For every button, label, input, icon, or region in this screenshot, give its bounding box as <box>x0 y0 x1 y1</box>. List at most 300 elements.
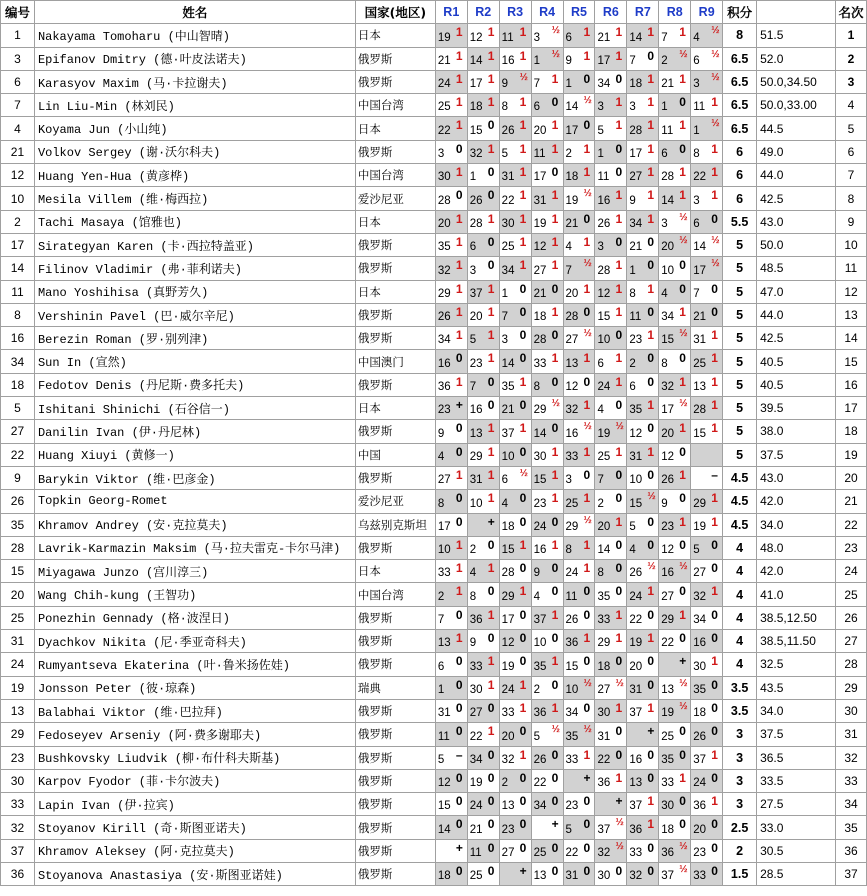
opponent-number: 7 <box>501 311 509 324</box>
opponent-number: 12 <box>565 381 579 394</box>
round-result-cell <box>691 862 723 885</box>
round-result-cell <box>563 420 595 443</box>
player-points: 6.5 <box>723 94 757 117</box>
game-result: 0 <box>551 770 559 785</box>
round-result-cell <box>467 513 499 536</box>
round-result-cell <box>691 513 723 536</box>
game-result: 0 <box>455 677 463 692</box>
opponent-number: 1 <box>501 287 509 300</box>
opponent-number: 26 <box>469 194 483 207</box>
opponent-number: 7 <box>533 78 540 91</box>
player-rank: 3 <box>835 70 866 93</box>
round-result-cell <box>499 350 531 373</box>
round-result-cell <box>627 70 659 93</box>
opponent-number: 15 <box>533 474 547 487</box>
game-result: 0 <box>519 491 527 506</box>
round-result-cell <box>595 746 627 769</box>
game-result: 1 <box>647 71 655 86</box>
opponent-number: 1 <box>533 54 540 67</box>
table-row <box>1 746 867 769</box>
game-result: 0 <box>615 398 623 413</box>
game-result: 1 <box>487 141 495 156</box>
game-result: 1 <box>647 817 655 832</box>
game-result: 1 <box>519 258 527 273</box>
player-points: 5 <box>723 420 757 443</box>
round-result-cell <box>467 24 499 47</box>
game-result: 1 <box>583 25 591 40</box>
player-tiebreak: 44.0 <box>757 303 836 326</box>
round-result-cell <box>627 164 659 187</box>
round-result-cell <box>531 210 563 233</box>
table-row <box>1 466 867 489</box>
round-result-cell <box>499 70 531 93</box>
round-result-cell <box>531 536 563 559</box>
opponent-number: 32 <box>693 590 706 603</box>
game-result: 0 <box>583 467 591 482</box>
round-result-cell <box>691 187 723 210</box>
round-result-cell <box>595 630 627 653</box>
opponent-number: 3 <box>693 78 700 91</box>
opponent-number: 3 <box>501 334 509 347</box>
round-result-cell <box>467 210 499 233</box>
round-result-cell <box>563 746 595 769</box>
round-result-cell <box>595 583 627 606</box>
round-result-cell <box>691 94 723 117</box>
game-result: 0 <box>551 747 559 762</box>
player-tiebreak: 36.5 <box>757 746 836 769</box>
opponent-number: 3 <box>661 217 668 230</box>
player-name: Karpov Fyodor (菲·卡尔波夫) <box>34 769 355 792</box>
opponent-number: 1 <box>629 264 636 277</box>
opponent-number: 15 <box>565 660 579 673</box>
table-row <box>1 630 867 653</box>
round-result-cell <box>499 839 531 862</box>
player-tiebreak: 50.0,33.00 <box>757 94 836 117</box>
opponent-number: 26 <box>501 124 515 137</box>
opponent-number: 31 <box>693 334 706 347</box>
game-result: 0 <box>711 304 718 319</box>
opponent-number: 19 <box>597 427 611 440</box>
game-result: ½ <box>615 817 624 829</box>
round-result-cell <box>435 70 467 93</box>
game-result: 0 <box>679 817 686 832</box>
player-rank: 6 <box>835 140 866 163</box>
table-row <box>1 187 867 210</box>
player-federation: 俄罗斯 <box>355 606 435 629</box>
opponent-number: 22 <box>693 171 706 184</box>
player-tiebreak: 37.5 <box>757 723 836 746</box>
opponent-number: 19 <box>629 637 643 650</box>
round-result-cell <box>627 350 659 373</box>
opponent-number: 2 <box>597 497 604 510</box>
game-result: 1 <box>679 165 686 180</box>
opponent-number: 23 <box>533 497 547 510</box>
game-result: ½ <box>711 71 720 83</box>
game-result: 0 <box>487 631 495 646</box>
opponent-number: 25 <box>693 357 706 370</box>
game-result: + <box>455 840 463 855</box>
round-result-cell <box>435 350 467 373</box>
game-result: 1 <box>583 491 591 506</box>
round-result-cell <box>595 862 627 885</box>
game-result: ½ <box>711 25 720 37</box>
player-name: Mano Yoshihisa (真野芳久) <box>34 280 355 303</box>
player-number: 28 <box>1 536 35 559</box>
opponent-number: 28 <box>565 311 579 324</box>
player-federation: 俄罗斯 <box>355 327 435 350</box>
opponent-number: 32 <box>629 870 643 883</box>
round-result-cell <box>435 746 467 769</box>
player-rank: 30 <box>835 699 866 722</box>
round-result-cell <box>499 443 531 466</box>
player-tiebreak: 40.5 <box>757 373 836 396</box>
round-result-cell <box>435 94 467 117</box>
opponent-number: 9 <box>533 567 540 580</box>
round-result-cell <box>659 140 691 163</box>
opponent-number: 36 <box>629 823 643 836</box>
opponent-number: 17 <box>565 124 579 137</box>
game-result: 0 <box>519 794 527 809</box>
player-tiebreak: 32.5 <box>757 653 836 676</box>
opponent-number: 12 <box>533 241 547 254</box>
player-tiebreak: 44.0 <box>757 164 836 187</box>
opponent-number: 32 <box>469 148 483 161</box>
player-rank: 28 <box>835 653 866 676</box>
game-result: 1 <box>647 118 655 133</box>
opponent-number: 9 <box>501 78 509 91</box>
opponent-number: 15 <box>629 497 643 510</box>
round-result-cell <box>467 373 499 396</box>
opponent-number: 2 <box>661 54 668 67</box>
round-result-cell <box>531 70 563 93</box>
opponent-number: 23 <box>501 823 515 836</box>
opponent-number: 23 <box>469 357 483 370</box>
opponent-number: 29 <box>597 637 611 650</box>
round-result-cell <box>499 187 531 210</box>
game-result: 1 <box>615 374 623 389</box>
game-result: 0 <box>519 631 527 646</box>
round-result-cell <box>467 630 499 653</box>
player-number: 27 <box>1 420 35 443</box>
player-tiebreak: 42.0 <box>757 560 836 583</box>
game-result: 1 <box>679 188 686 203</box>
player-points: 5 <box>723 327 757 350</box>
player-number: 15 <box>1 560 35 583</box>
opponent-number: 22 <box>501 194 515 207</box>
game-result: 0 <box>455 351 463 366</box>
round-result-cell <box>467 94 499 117</box>
round-result-cell <box>563 257 595 280</box>
opponent-number: 30 <box>501 217 515 230</box>
game-result: 0 <box>679 491 686 506</box>
game-result: 1 <box>583 165 591 180</box>
round-result-cell <box>627 583 659 606</box>
header-name: 姓名 <box>34 1 355 24</box>
opponent-number: 3 <box>597 241 604 254</box>
opponent-number: 16 <box>693 637 706 650</box>
round-result-cell <box>435 536 467 559</box>
round-result-cell <box>499 420 531 443</box>
opponent-number: 1 <box>469 171 477 184</box>
round-result-cell <box>467 187 499 210</box>
round-result-cell <box>595 397 627 420</box>
round-result-cell <box>595 420 627 443</box>
player-points: 2 <box>723 839 757 862</box>
round-result-cell <box>435 653 467 676</box>
round-result-cell <box>659 862 691 885</box>
game-result: 0 <box>551 677 559 692</box>
opponent-number: 8 <box>533 381 540 394</box>
player-rank: 33 <box>835 769 866 792</box>
player-federation: 俄罗斯 <box>355 699 435 722</box>
round-result-cell <box>595 653 627 676</box>
header-round-6: R6 <box>595 1 627 24</box>
round-result-cell <box>595 24 627 47</box>
round-result-cell <box>499 47 531 70</box>
player-name: Lapin Ivan (伊·拉宾) <box>34 793 355 816</box>
game-result: 0 <box>679 95 686 110</box>
table-row <box>1 24 867 47</box>
game-result: 1 <box>519 48 527 63</box>
opponent-number: 29 <box>501 590 515 603</box>
opponent-number: 18 <box>629 78 643 91</box>
opponent-number: 19 <box>501 660 515 673</box>
player-points: 5 <box>723 280 757 303</box>
game-result: 0 <box>647 351 655 366</box>
game-result: 1 <box>455 25 463 40</box>
round-result-cell <box>627 466 659 489</box>
game-result: 1 <box>647 188 655 203</box>
round-result-cell <box>691 676 723 699</box>
round-result-cell <box>659 373 691 396</box>
round-result-cell <box>531 653 563 676</box>
game-result: 0 <box>583 863 591 878</box>
opponent-number: 31 <box>469 474 483 487</box>
opponent-number: 19 <box>565 194 579 207</box>
opponent-number: 13 <box>565 357 579 370</box>
round-result-cell <box>499 466 531 489</box>
game-result: 0 <box>551 281 559 296</box>
round-result-cell <box>531 94 563 117</box>
game-result: 1 <box>519 677 527 692</box>
player-federation: 日本 <box>355 397 435 420</box>
opponent-number: 5 <box>693 544 700 557</box>
player-rank: 25 <box>835 583 866 606</box>
round-result-cell <box>659 676 691 699</box>
game-result: 0 <box>615 491 623 506</box>
round-result-cell <box>563 490 595 513</box>
opponent-number: 11 <box>565 590 578 603</box>
round-result-cell <box>435 490 467 513</box>
player-number: 12 <box>1 164 35 187</box>
opponent-number: 8 <box>597 567 604 580</box>
player-number: 2 <box>1 210 35 233</box>
table-row <box>1 140 867 163</box>
player-rank: 12 <box>835 280 866 303</box>
game-result: 1 <box>647 328 655 343</box>
player-federation: 俄罗斯 <box>355 723 435 746</box>
game-result: 0 <box>519 840 527 855</box>
player-number: 37 <box>1 839 35 862</box>
player-name: Sun In (宣然) <box>34 350 355 373</box>
round-result-cell <box>627 140 659 163</box>
game-result: 1 <box>519 584 527 599</box>
opponent-number: 34 <box>437 334 451 347</box>
game-result: 0 <box>519 561 527 576</box>
round-result-cell <box>563 117 595 140</box>
opponent-number: 23 <box>693 846 706 859</box>
game-result: 1 <box>455 537 463 552</box>
game-result: 1 <box>551 211 559 226</box>
player-rank: 17 <box>835 397 866 420</box>
round-result-cell <box>531 280 563 303</box>
round-result-cell <box>627 24 659 47</box>
round-result-cell <box>467 350 499 373</box>
round-result-cell <box>467 47 499 70</box>
round-result-cell <box>435 466 467 489</box>
game-result: ½ <box>583 677 592 689</box>
player-rank: 34 <box>835 793 866 816</box>
opponent-number: 7 <box>629 54 636 67</box>
round-result-cell <box>467 816 499 839</box>
game-result: 1 <box>551 607 559 622</box>
table-row <box>1 816 867 839</box>
round-result-cell <box>499 583 531 606</box>
round-result-cell <box>691 630 723 653</box>
opponent-number: 4 <box>693 31 700 44</box>
game-result: 1 <box>519 141 527 156</box>
player-rank: 2 <box>835 47 866 70</box>
opponent-number: 2 <box>565 148 572 161</box>
player-federation: 乌兹别克斯坦 <box>355 513 435 536</box>
opponent-number: 17 <box>629 148 643 161</box>
round-result-cell <box>563 210 595 233</box>
opponent-number: 10 <box>629 474 643 487</box>
opponent-number: 6 <box>693 217 700 230</box>
player-tiebreak: 42.5 <box>757 187 836 210</box>
opponent-number: 2 <box>469 544 477 557</box>
opponent-number: 8 <box>469 590 477 603</box>
game-result: 1 <box>455 467 463 482</box>
round-result-cell <box>595 373 627 396</box>
game-result: 0 <box>455 514 463 529</box>
round-result-cell <box>531 769 563 792</box>
round-result-cell <box>627 47 659 70</box>
game-result: 1 <box>583 234 591 249</box>
player-tiebreak: 47.0 <box>757 280 836 303</box>
opponent-number: 11 <box>437 730 450 743</box>
round-result-cell <box>499 676 531 699</box>
game-result: 1 <box>455 374 463 389</box>
game-result: 0 <box>647 234 655 249</box>
game-result: ½ <box>679 840 688 852</box>
round-result-cell <box>499 94 531 117</box>
opponent-number: 6 <box>629 381 636 394</box>
round-result-cell <box>531 257 563 280</box>
game-result: 0 <box>519 770 527 785</box>
game-result: 1 <box>519 747 527 762</box>
player-federation: 俄罗斯 <box>355 839 435 862</box>
player-number: 16 <box>1 327 35 350</box>
round-result-cell <box>659 606 691 629</box>
table-row <box>1 723 867 746</box>
round-result-cell <box>691 24 723 47</box>
player-number: 11 <box>1 280 35 303</box>
opponent-number: 34 <box>469 753 483 766</box>
round-result-cell <box>595 723 627 746</box>
game-result: 0 <box>711 211 718 226</box>
round-result-cell <box>659 303 691 326</box>
player-points: 4 <box>723 536 757 559</box>
player-points: 6 <box>723 164 757 187</box>
table-row <box>1 793 867 816</box>
player-number: 19 <box>1 676 35 699</box>
opponent-number: 13 <box>501 800 515 813</box>
round-result-cell <box>595 536 627 559</box>
round-result-cell <box>499 630 531 653</box>
round-result-cell <box>659 723 691 746</box>
game-result: 0 <box>551 794 559 809</box>
player-tiebreak: 43.0 <box>757 210 836 233</box>
opponent-number: 17 <box>437 520 451 533</box>
opponent-number: 22 <box>629 614 643 627</box>
round-result-cell <box>499 606 531 629</box>
round-result-cell <box>659 443 691 466</box>
round-result-cell <box>531 397 563 420</box>
player-tiebreak: 43.5 <box>757 676 836 699</box>
opponent-number: 35 <box>629 404 643 417</box>
round-result-cell <box>531 47 563 70</box>
round-result-cell <box>467 536 499 559</box>
header-round-5: R5 <box>563 1 595 24</box>
round-result-cell <box>691 117 723 140</box>
opponent-number: 15 <box>437 800 451 813</box>
round-result-cell <box>691 443 723 466</box>
player-tiebreak: 42.5 <box>757 327 836 350</box>
round-result-cell <box>691 257 723 280</box>
game-result: 0 <box>455 491 463 506</box>
opponent-number: 12 <box>597 287 611 300</box>
player-points: 3 <box>723 793 757 816</box>
game-result: 0 <box>583 817 591 832</box>
opponent-number: 29 <box>437 287 451 300</box>
player-federation: 中国台湾 <box>355 94 435 117</box>
game-result: 0 <box>551 631 559 646</box>
opponent-number: 3 <box>437 148 445 161</box>
round-result-cell <box>499 303 531 326</box>
game-result: 1 <box>551 444 559 459</box>
opponent-number: 32 <box>661 381 675 394</box>
game-result: 0 <box>519 817 527 832</box>
game-result: + <box>487 514 495 529</box>
round-result-cell <box>691 280 723 303</box>
round-result-cell <box>659 816 691 839</box>
table-row <box>1 606 867 629</box>
opponent-number: 24 <box>469 800 483 813</box>
round-result-cell <box>627 536 659 559</box>
round-result-cell <box>435 257 467 280</box>
round-result-cell <box>627 117 659 140</box>
game-result: 0 <box>551 421 559 436</box>
player-name: Sirategyan Karen (卡·西拉特盖亚) <box>34 233 355 256</box>
round-result-cell <box>435 676 467 699</box>
game-result: 0 <box>455 700 463 715</box>
round-result-cell <box>691 327 723 350</box>
round-result-cell <box>595 117 627 140</box>
game-result: 1 <box>487 211 495 226</box>
player-federation: 俄罗斯 <box>355 140 435 163</box>
game-result: 0 <box>519 444 527 459</box>
